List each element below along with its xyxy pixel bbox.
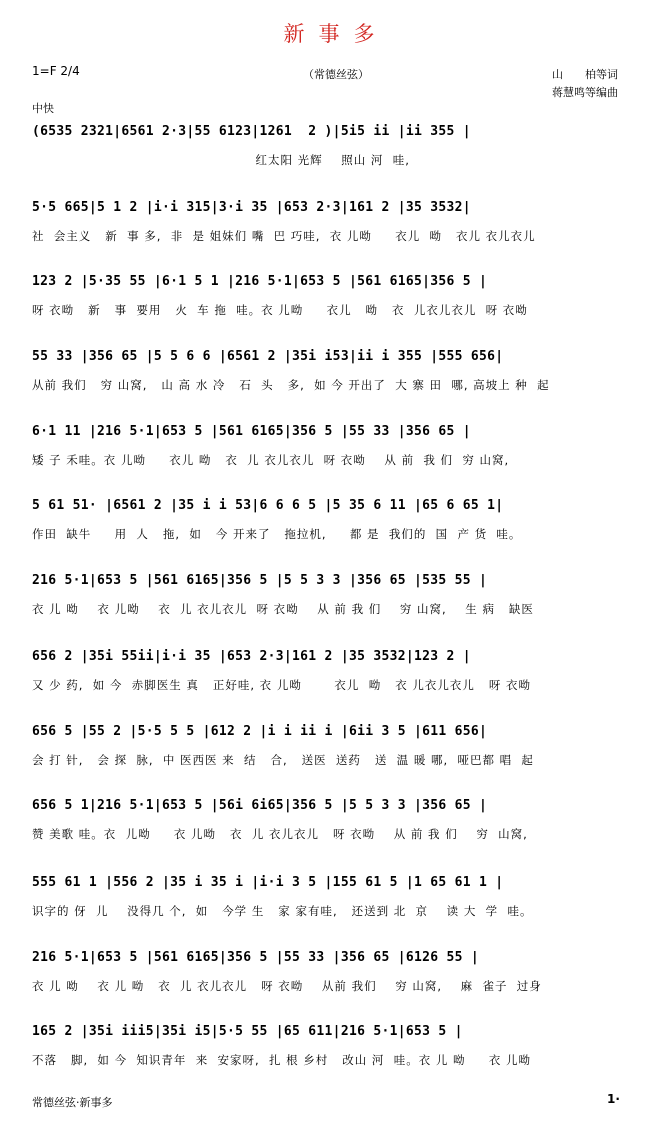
footer-source: 常德丝弦·新事多	[32, 1096, 113, 1109]
notation-line: 5 61 51· |6561 2 |35 i i 53|6 6 6 5 |5 35 6 11 |65 6 65 1|	[32, 498, 504, 513]
arranger-credit: 蒋慧鸣等编曲	[552, 86, 618, 99]
notation-line: 216 5·1|653 5 |561 6165|356 5 |5 5 3 3 |356 65 |535 55 |	[32, 573, 488, 588]
lyrics-line: 识字的 伢 儿 没得几 个, 如 今学 生 家 家有哇, 还送到 北 京 读 大 学 哇。	[32, 904, 533, 918]
notation-line: 123 2 |5·35 55 |6·1 5 1 |216 5·1|653 5 |561 6165|356 5 |	[32, 274, 488, 289]
lyrics-line: 衣 儿 呦 衣 儿 呦 衣 儿 衣儿衣儿 呀 衣呦 从前 我们 穷 山窝, 麻 雀子 过身	[32, 979, 542, 993]
notation-line: 656 5 1|216 5·1|653 5 |56i 6i65|356 5 |5 5 3 3 |356 65 |	[32, 798, 488, 813]
lyrics-line: 呀 衣呦 新 事 要用 火 车 拖 哇。衣 儿呦 衣儿 呦 衣 儿衣儿衣儿 呀 衣呦	[32, 303, 528, 317]
lyrics-line: 矮 子 禾哇。衣 儿呦 衣儿 呦 衣 儿 衣儿衣儿 呀 衣呦 从 前 我 们 穷 山窝,	[32, 453, 510, 467]
lyrics-line: 又 少 药, 如 今 赤脚医生 真 正好哇, 衣 儿呦 衣儿 呦 衣 儿衣儿衣儿 呀 衣呦	[32, 678, 531, 692]
genre-subtitle: （常德丝弦）	[303, 68, 369, 81]
song-title: 新事多	[283, 22, 389, 46]
notation-line: 5·5 665|5 1 2 |i·i 315|3·i 35 |653 2·3|161 2 |35 3532|	[32, 200, 471, 215]
page-number: 1·	[607, 1092, 620, 1106]
notation-line: 55 33 |356 65 |5 5 6 6 |6561 2 |35i i53|ii i 355 |555 656|	[32, 349, 504, 364]
tempo-marking: 中快	[32, 102, 54, 115]
lyrics-line: 作田 缺牛 用 人 拖, 如 今 开来了 拖拉机, 都 是 我们的 国 产 货 哇。	[32, 527, 522, 541]
notation-line: 6·1 11 |216 5·1|653 5 |561 6165|356 5 |55 33 |356 65 |	[32, 424, 471, 439]
lyrics-line: 社 会主义 新 事 多, 非 是 姐妹们 嘴 巴 巧哇, 衣 儿呦 衣儿 呦 衣儿 衣儿衣儿	[32, 229, 536, 243]
lyrics-line: 赞 美歌 哇。衣 儿呦 衣 儿呦 衣 儿 衣儿衣儿 呀 衣呦 从 前 我 们 穷 山窝,	[32, 827, 528, 841]
key-signature: 1=F 2/4	[32, 64, 80, 78]
lyrics-line: 从前 我们 穷 山窝, 山 高 水 冷 石 头 多, 如 今 开出了 大 寨 田 哪, 高坡上 种 起	[32, 378, 550, 392]
lyrics-line: 红太阳 光辉 照山 河 哇,	[32, 153, 410, 167]
lyrics-line: 会 打 针, 会 探 脉, 中 医西医 来 结 合, 送医 送药 送 温 暖 哪, 哑巴都 唱 起	[32, 753, 534, 767]
notation-line: 555 61 1 |556 2 |35 i 35 i |i·i 3 5 |155 61 5 |1 65 61 1 |	[32, 875, 504, 890]
notation-line: 656 5 |55 2 |5·5 5 5 |612 2 |i i ii i |6ii 3 5 |611 656|	[32, 724, 488, 739]
lyrics-line: 不落 脚, 如 今 知识青年 来 安家呀, 扎 根 乡村 改山 河 哇。衣 儿 呦 衣 儿呦	[32, 1053, 531, 1067]
lyricist-credit: 山 柏等词	[552, 68, 618, 81]
notation-line: (6535 2321|6561 2·3|55 6123|1261 2 )|5i5 ii |ii 355 |	[32, 124, 471, 139]
notation-line: 656 2 |35i 55ii|i·i 35 |653 2·3|161 2 |35 3532|123 2 |	[32, 649, 471, 664]
lyrics-line: 衣 儿 呦 衣 儿呦 衣 儿 衣儿衣儿 呀 衣呦 从 前 我 们 穷 山窝, 生 病 缺医	[32, 602, 534, 616]
notation-line: 216 5·1|653 5 |561 6165|356 5 |55 33 |356 65 |6126 55 |	[32, 950, 479, 965]
notation-line: 165 2 |35i iii5|35i i5|5·5 55 |65 611|216 5·1|653 5 |	[32, 1024, 463, 1039]
